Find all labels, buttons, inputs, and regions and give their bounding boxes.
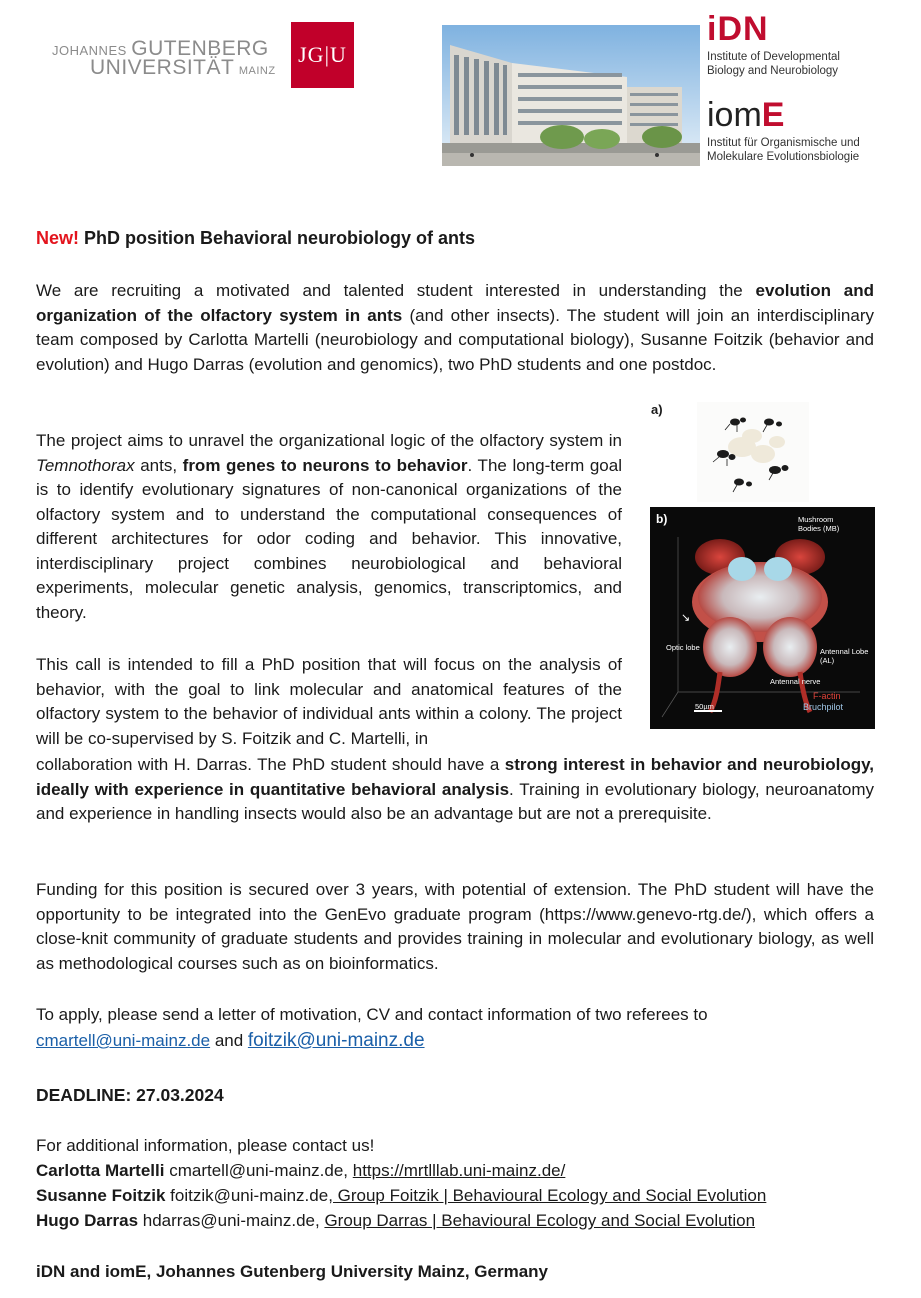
brain-microscopy-image <box>650 507 875 729</box>
ant-colony-photo <box>697 402 809 502</box>
label-antennal-lobe-1: Antennal Lobe <box>820 647 869 656</box>
contact-row-foitzik <box>36 1184 766 1209</box>
email-link-foitzik[interactable]: foitzik@uni-mainz.de <box>247 1030 425 1051</box>
apply-emails <box>36 1029 874 1054</box>
contact-email: hdarras@uni-mainz.de, <box>138 1211 325 1230</box>
contact-intro: For additional information, please contact us! <box>36 1136 375 1155</box>
p1-text-a: We are recruiting a motivated and talented student interested in understanding the <box>36 281 756 300</box>
contact-name: Carlotta Martelli <box>36 1161 165 1180</box>
p2-italic: Temnothorax <box>36 455 135 475</box>
ant-illustration <box>697 402 809 502</box>
jgu-word-universitaet: UNIVERSITÄT <box>90 56 235 79</box>
paragraph-call-part2 <box>36 753 874 827</box>
contact-email: cmartell@uni-mainz.de, <box>164 1161 353 1180</box>
p2-text-b: ants, <box>134 455 183 475</box>
label-antennal-nerve: Antennal nerve <box>770 677 821 686</box>
p5-text: To apply, please send a letter of motivation, CV and contact information of two referees to <box>36 1005 708 1024</box>
p1-bold: evolution and organization of the olfactory system in ants <box>36 281 875 325</box>
jgu-word-mainz: MAINZ <box>238 65 276 77</box>
iome-subtitle-1: Institut für Organismische und <box>707 137 860 149</box>
p2-text-a: The project aims to unravel the organizational logic of the olfactory system in <box>36 431 622 450</box>
jgu-wordmark <box>52 37 276 80</box>
idn-subtitle-1: Institute of Developmental <box>707 51 840 63</box>
jgu-logo <box>291 22 354 88</box>
p3-text-c: . Training in evolutionary biology, neuroanatomy and experience in handling insects would also be an advantage but are not a prerequisite. <box>36 779 875 823</box>
contact-name: Susanne Foitzik <box>36 1186 166 1205</box>
campus-building-photo <box>442 25 700 166</box>
iome-logo <box>707 98 860 164</box>
iome-logo-e: E <box>761 96 785 134</box>
p3-text-a: This call is intended to fill a PhD position that will focus on the analysis of behavior, with the goal to link molecular and anatomical features of the olfactory system to the behavior of individual ants within a colony. The project will be co-supervised by S. Foitzik and C. Martelli, in <box>36 655 622 748</box>
jgu-word-johannes: JOHANNES <box>52 43 127 58</box>
contact-link[interactable]: Group Darras | Behavioural Ecology and Social Evolution <box>324 1211 756 1230</box>
paragraph-apply <box>36 1003 874 1028</box>
email-link-martelli[interactable]: cmartell@uni-mainz.de <box>36 1031 211 1050</box>
contact-link[interactable]: , Group Foitzik | Behavioural Ecology and Social Evolution <box>328 1186 767 1205</box>
paragraph-funding: Funding for this position is secured over 3 years, with potential of extension. The PhD student will have the opportunity to be integrated into the GenEvo graduate program (https://www.genevo-rtg.de/), which offers a close-knit community of graduate students and provides training in molecular and evolutionary biology, as well as methodological courses such as on bioinformatics. <box>36 880 874 973</box>
iome-logo-prefix: iom <box>707 96 762 134</box>
deadline: DEADLINE: 27.03.2024 <box>36 1085 224 1105</box>
figure-b-label: b) <box>656 512 668 526</box>
label-f-actin: F-actin <box>813 691 841 701</box>
contact-row-darras <box>36 1209 755 1234</box>
building-illustration <box>442 25 700 166</box>
jgu-logo-text: JG|U <box>298 42 347 67</box>
p2-text-c: . The long-term goal is to identify evolutionary signatures of non-canonical organizations of the olfactory system and to understand the computational consequences of different architectures for odor coding and behavior. This innovative, interdisciplinary project combines neurobiological and behavioral experiments, molecular genetic analysis, genomics, transcriptomics, and theory. <box>36 455 622 622</box>
p1-text-c: (and other insects). The student will join an interdisciplinary team composed by Carlotta Martelli (neurobiology and computational biology), Susanne Foitzik (behavior and evolution) and Hugo Darras (evolution and genomics), two PhD students and one postdoc. <box>36 305 874 374</box>
title-new-badge: New! <box>36 228 80 248</box>
paragraph-intro <box>36 279 874 377</box>
title-text: PhD position Behavioral neurobiology of ants <box>84 228 476 248</box>
paragraph-call-part1 <box>36 653 622 751</box>
label-scale-bar: 50µm <box>695 702 714 711</box>
footer-affiliation: iDN and iomE, Johannes Gutenberg University Mainz, Germany <box>36 1262 549 1281</box>
label-bruchpilot: Bruchpilot <box>803 702 844 712</box>
idn-logo-text: iDN <box>707 10 769 48</box>
apply-and: and <box>210 1031 248 1050</box>
contact-name: Hugo Darras <box>36 1211 139 1230</box>
paragraph-project <box>36 429 622 625</box>
label-mushroom-1: Mushroom <box>798 515 834 524</box>
p2-bold: from genes to neurons to behavior <box>182 455 468 475</box>
idn-logo <box>707 12 840 78</box>
jgu-word-gutenberg: GUTENBERG <box>131 37 269 60</box>
p3-text-b: collaboration with H. Darras. The PhD student should have a <box>36 755 505 774</box>
figure-a-label: a) <box>651 402 663 417</box>
label-antennal-lobe-2: (AL) <box>820 656 835 665</box>
p3-bold: strong interest in behavior and neurobiology, ideally with experience in quantitative behavioral analysis <box>36 755 874 799</box>
arrow-icon: ↘ <box>681 612 691 624</box>
contact-row-martelli <box>36 1159 565 1184</box>
contact-link[interactable]: https://mrtlllab.uni-mainz.de/ <box>352 1161 566 1180</box>
iome-subtitle-2: Molekulare Evolutionsbiologie <box>707 151 860 163</box>
page-title <box>36 228 475 249</box>
label-mushroom-2: Bodies (MB) <box>798 524 840 533</box>
idn-subtitle-2: Biology and Neurobiology <box>707 65 839 77</box>
contact-email: foitzik@uni-mainz.de <box>165 1186 329 1205</box>
label-optic-lobe: Optic lobe <box>666 643 700 652</box>
